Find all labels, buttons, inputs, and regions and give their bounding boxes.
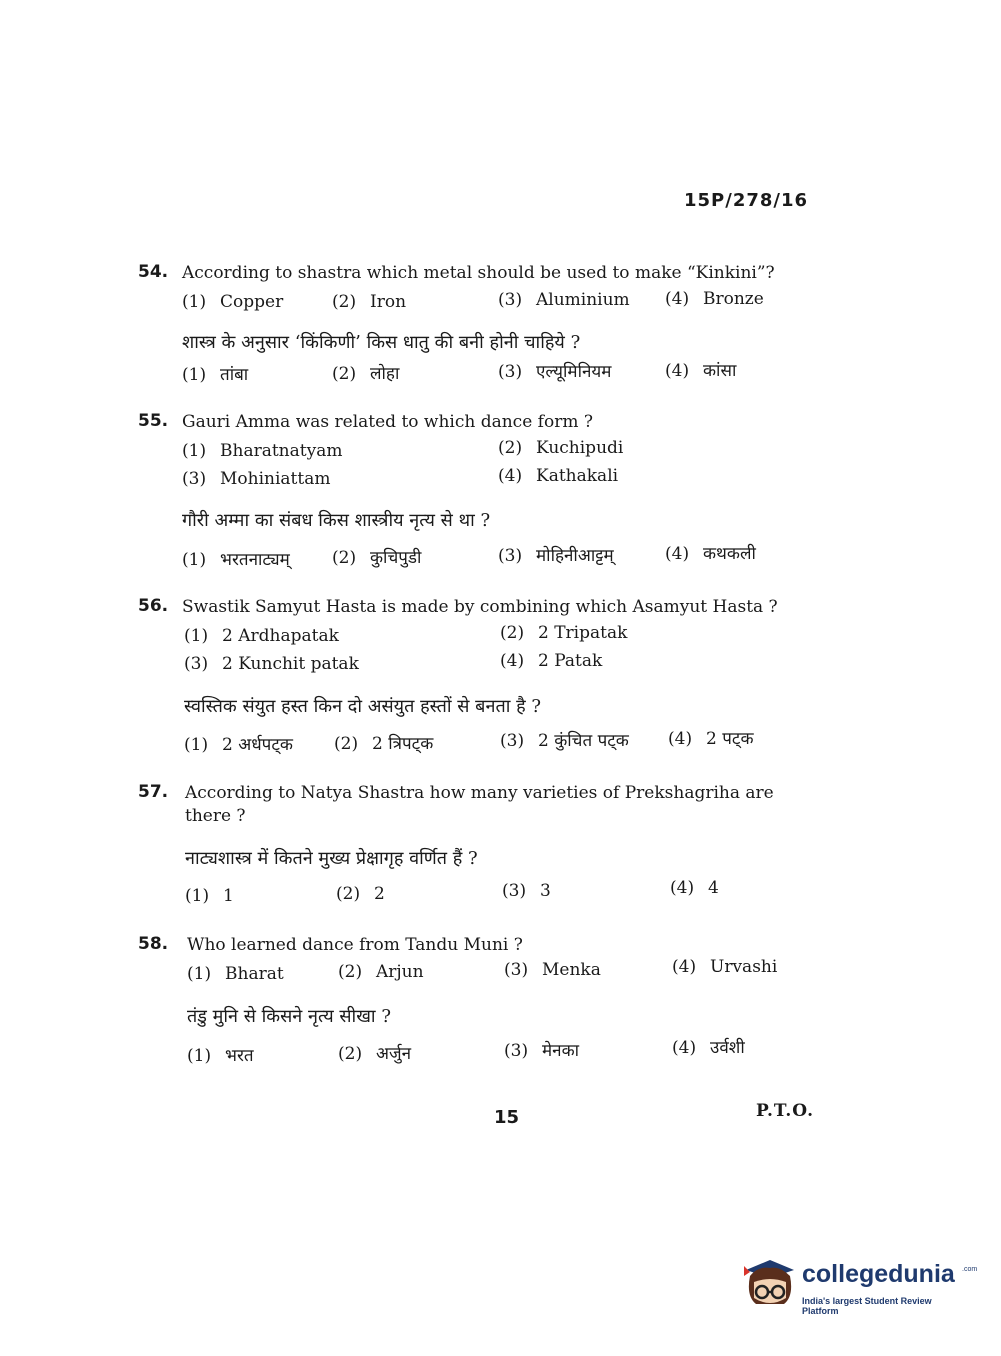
brand-tagline: India's largest Student Review Platform xyxy=(802,1296,932,1316)
option-2-hi: (2) लोहा xyxy=(332,364,400,384)
option-2-en: (2) 2 Tripatak xyxy=(500,623,628,643)
option-4-hi: (4) कथकली xyxy=(665,544,756,564)
question-number: 55. xyxy=(138,411,169,431)
question-text-en: According to Natya Shastra how many varieties of Prekshagriha are there ? xyxy=(185,783,774,826)
option-1-en: (1) 2 Ardhapatak xyxy=(184,626,339,646)
option-3-en: (3) Menka xyxy=(504,960,601,980)
option-3-hi: (3) मेनका xyxy=(504,1041,580,1061)
brand-name: collegedunia xyxy=(802,1260,955,1288)
question-text-hi: शास्त्र के अनुसार ‘किंकिणी’ किस धातु की बनी होनी चाहिये ? xyxy=(182,332,581,353)
option-4-en: (4) Urvashi xyxy=(672,957,778,977)
option-2-hi: (2) 2 त्रिपट्क xyxy=(334,734,434,754)
question-number: 54. xyxy=(138,262,169,282)
option-4-hi: (4) कांसा xyxy=(665,361,737,381)
option-1-en: (1) Copper xyxy=(182,292,284,312)
option-2-hi: (2) अर्जुन xyxy=(338,1044,412,1064)
brand-domain: .com xyxy=(962,1266,978,1273)
option-2-en: (2) Iron xyxy=(332,292,407,312)
option-3-hi: (3) 3 xyxy=(502,881,551,901)
option-3-hi: (3) एल्यूमिनियम xyxy=(498,362,612,382)
option-2-en: (2) Arjun xyxy=(338,962,424,982)
option-1-en: (1) Bharatnatyam xyxy=(182,441,343,461)
question-text-en: According to shastra which metal should be used to make “Kinkini”? xyxy=(182,263,775,283)
option-3-en: (3) Mohiniattam xyxy=(182,469,331,489)
page-number: 15 xyxy=(494,1107,520,1128)
question-number: 58. xyxy=(138,934,169,954)
option-3-hi: (3) 2 कुंचित पट्क xyxy=(500,731,629,751)
question-text-hi: तंडु मुनि से किसने नृत्य सीखा ? xyxy=(187,1006,391,1027)
option-4-en: (4) Kathakali xyxy=(498,466,619,486)
collegedunia-watermark xyxy=(740,1250,978,1320)
option-4-hi: (4) 4 xyxy=(670,878,719,898)
option-4-hi: (4) 2 पट्क xyxy=(668,729,754,749)
question-text-hi: स्वस्तिक संयुत हस्त किन दो असंयुत हस्तों से बनता है ? xyxy=(184,696,542,717)
question-number: 56. xyxy=(138,596,169,616)
option-3-hi: (3) मोहिनीआट्टम् xyxy=(498,546,614,566)
option-1-en: (1) Bharat xyxy=(187,964,284,984)
option-3-en: (3) 2 Kunchit patak xyxy=(184,654,359,674)
option-1-hi: (1) तांबा xyxy=(182,365,249,385)
question-text-en: Who learned dance from Tandu Muni ? xyxy=(187,935,523,955)
option-1-hi: (1) भरतनाट्यम् xyxy=(182,550,290,570)
pto-label: P.T.O. xyxy=(756,1101,814,1121)
question-text-en: Swastik Samyut Hasta is made by combining which Asamyut Hasta ? xyxy=(182,597,778,617)
option-1-hi: (1) भरत xyxy=(187,1046,254,1066)
option-3-en: (3) Aluminium xyxy=(498,290,630,310)
question-text-hi: गौरी अम्मा का संबध किस शास्त्रीय नृत्य से था ? xyxy=(182,510,491,531)
question-text-en: Gauri Amma was related to which dance form ? xyxy=(182,412,593,432)
mascot-icon xyxy=(740,1252,800,1316)
option-2-en: (2) Kuchipudi xyxy=(498,438,624,458)
paper-code: 15P/278/16 xyxy=(684,190,809,211)
option-2-hi: (2) कुचिपुडी xyxy=(332,548,422,568)
option-2-hi: (2) 2 xyxy=(336,884,385,904)
option-1-hi: (1) 1 xyxy=(185,886,234,906)
option-4-en: (4) Bronze xyxy=(665,289,764,309)
option-4-hi: (4) उर्वशी xyxy=(672,1038,745,1058)
question-text-hi: नाट्यशास्त्र में कितने मुख्य प्रेक्षागृह वर्णित हैं ? xyxy=(185,848,478,869)
option-1-hi: (1) 2 अर्धपट्क xyxy=(184,735,293,755)
option-4-en: (4) 2 Patak xyxy=(500,651,603,671)
question-number: 57. xyxy=(138,782,169,802)
